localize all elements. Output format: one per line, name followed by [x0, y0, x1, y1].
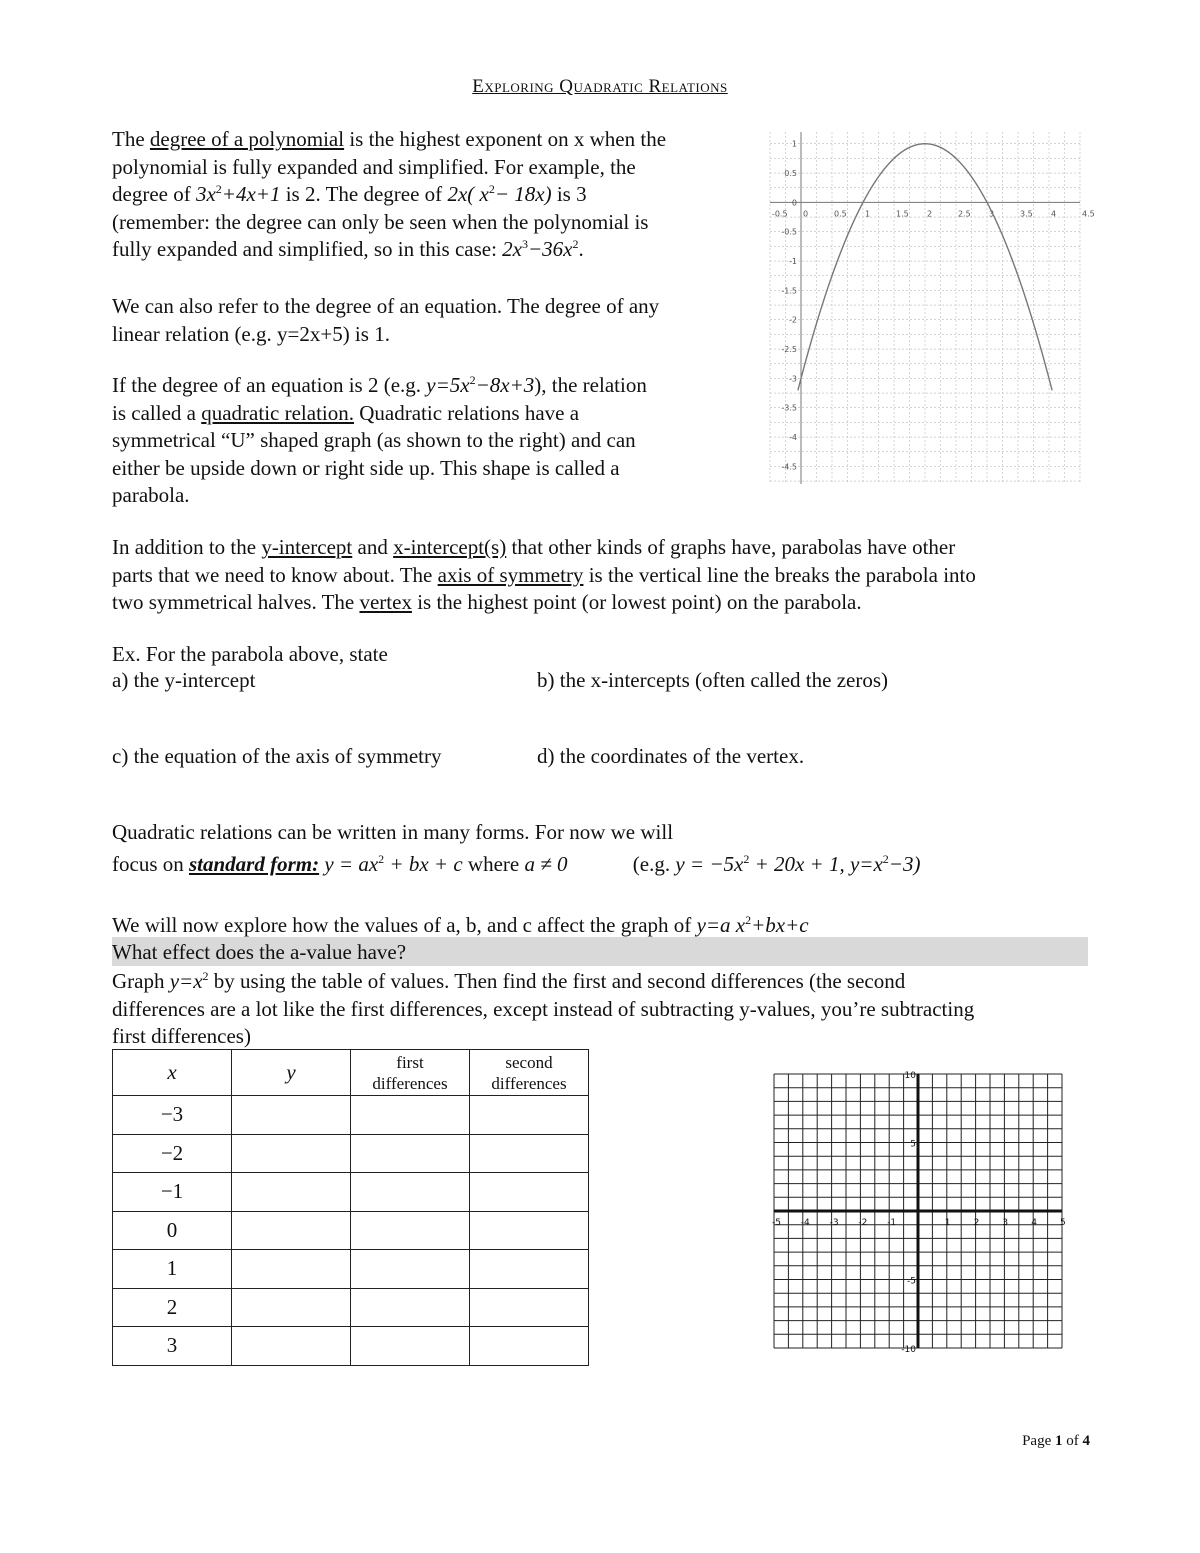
intro-paragraph: The degree of a polynomial is the highest exponent on x when the polynomial is fully expanded and simplified. For example, the degree of $3x^2+4x+1$ is 2. The degree of 2x( $x^2- 18x$) is 3 (remember: the degree can only be seen when the polynomial is fully expanded and simplified, so in this case: $2x^3-36x^2$.	[112, 127, 667, 261]
grid-x-tick-label: 1	[944, 1218, 951, 1228]
blank-graph-grid[interactable]	[770, 1070, 1066, 1355]
y-cell[interactable]	[232, 1250, 351, 1289]
degree-equation-paragraph: We can also refer to the degree of an equation. The degree of any linear relation (e.g. y=2x+5) is 1.	[112, 294, 660, 346]
term-degree-polynomial: degree of a polynomial	[149, 127, 345, 151]
explore-line: We will now explore how the values of a, b, and c affect the graph of y=a $x^2+bx+c$	[112, 913, 809, 937]
grid-x-tick-label: 2	[973, 1218, 980, 1228]
x-cell: 2	[113, 1288, 232, 1327]
y-cell[interactable]	[232, 1096, 351, 1135]
first-diff-cell[interactable]	[351, 1211, 470, 1250]
y-cell[interactable]	[232, 1134, 351, 1173]
second-diff-cell[interactable]	[470, 1096, 589, 1135]
y-cell[interactable]	[232, 1327, 351, 1366]
first-diff-cell[interactable]	[351, 1173, 470, 1212]
x-tick-label: 3	[989, 209, 995, 219]
standard-form-term: standard form:	[189, 851, 320, 876]
y-tick-label: -1.5	[781, 286, 797, 296]
grid-x-tick-label: 4	[1031, 1218, 1037, 1228]
x-tick-label: 0	[803, 209, 809, 219]
y-tick-label: -2.5	[781, 345, 797, 355]
grid-x-tick-label: -1	[887, 1218, 897, 1228]
header-x: x	[113, 1050, 232, 1096]
task-paragraph: Graph $y=x^2$ by using the table of values. Then find the first and second differences (the second differences are a lot like the first differences, except instead of subtracting y-values, you’re subtracting first differences)	[112, 969, 975, 1048]
x-tick-label: 4	[1051, 209, 1057, 219]
first-diff-cell[interactable]	[351, 1288, 470, 1327]
x-cell: 0	[113, 1211, 232, 1250]
grid-y-tick-label: 5	[910, 1139, 916, 1150]
x-tick-label: -0.5	[772, 209, 788, 219]
section-heading: What effect does the a-value have?	[112, 940, 407, 964]
grid-y-tick-label: 10	[904, 1071, 916, 1081]
grid-x-tick-label: 3	[1002, 1218, 1009, 1228]
x-tick-label: 3.5	[1020, 209, 1033, 219]
x-tick-label: 2	[927, 209, 933, 219]
second-diff-cell[interactable]	[470, 1211, 589, 1250]
y-cell[interactable]	[232, 1173, 351, 1212]
grid-y-tick-label: -5	[907, 1276, 916, 1287]
example-part-c: c) the equation of the axis of symmetry	[112, 744, 442, 768]
page-footer: Page 1 of 4	[1022, 1433, 1090, 1449]
x-cell: −1	[113, 1173, 232, 1212]
y-tick-label: -3	[789, 374, 797, 384]
y-tick-label: 0	[791, 198, 797, 208]
y-tick-label: -4	[789, 433, 797, 443]
y-tick-label: 1	[791, 139, 797, 149]
second-diff-cell[interactable]	[470, 1134, 589, 1173]
x-tick-label: 4.5	[1082, 209, 1095, 219]
forms-paragraph: Quadratic relations can be written in many forms. For now we will focus on standard form: $y = ax^2$ + bx + c where a ≠ 0 (e.g. $y = -5x^2 + 20x + 1$, $y=x^2-3$)	[112, 820, 921, 876]
quadratic-relation-paragraph: If the degree of an equation is 2 (e.g. $y=5x^2-8x+3$), the relation is called a quadratic relation. Quadratic relations have a symmetrical “U” shaped graph (as shown to the right) and can either be upside down or right side up. This shape is called a parabola.	[112, 373, 647, 507]
first-diff-cell[interactable]	[351, 1250, 470, 1289]
x-tick-label: 2.5	[958, 209, 971, 219]
grid-y-tick-label: -10	[901, 1345, 916, 1355]
header-y: y	[232, 1050, 351, 1096]
x-cell: −3	[113, 1096, 232, 1135]
y-cell[interactable]	[232, 1288, 351, 1327]
grid-x-tick-label: -4	[800, 1218, 810, 1228]
parabola-graph	[758, 124, 1095, 490]
second-diff-cell[interactable]	[470, 1288, 589, 1327]
table-of-values	[112, 1049, 589, 1366]
grid-x-tick-label: -2	[858, 1218, 868, 1228]
second-diff-cell[interactable]	[470, 1327, 589, 1366]
second-diff-cell[interactable]	[470, 1250, 589, 1289]
y-tick-label: -3.5	[781, 403, 797, 413]
y-tick-label: -2	[789, 315, 797, 325]
example-intro: Ex. For the parabola above, state	[112, 642, 388, 666]
first-diff-cell[interactable]	[351, 1134, 470, 1173]
example-part-a: a) the y-intercept	[112, 668, 256, 692]
grid-x-tick-label: -5	[772, 1218, 781, 1228]
parabola-parts-paragraph: In addition to the y-intercept and x-intercept(s) that other kinds of graphs have, parabolas have other parts that we need to know about. The axis of symmetry is the vertical line the breaks the parabola into two symmetrical halves. The vertex is the highest point (or lowest point) on the parabola.	[112, 535, 976, 614]
y-tick-label: -0.5	[781, 227, 797, 237]
grid-x-tick-label: -3	[829, 1218, 839, 1228]
grid-x-tick-label: 5	[1060, 1218, 1066, 1228]
x-tick-label: 0.5	[834, 209, 847, 219]
y-cell[interactable]	[232, 1211, 351, 1250]
header-second-differences: second differences	[470, 1050, 589, 1096]
x-cell: −2	[113, 1134, 232, 1173]
y-tick-label: -4.5	[781, 462, 797, 472]
first-diff-cell[interactable]	[351, 1096, 470, 1135]
example-part-d: d) the coordinates of the vertex.	[537, 744, 805, 768]
second-diff-cell[interactable]	[470, 1173, 589, 1212]
example-part-b: b) the x-intercepts (often called the zeros)	[537, 668, 889, 692]
x-tick-label: 1	[865, 209, 871, 219]
header-first-differences: first differences	[351, 1050, 470, 1096]
y-tick-label: -1	[789, 257, 797, 267]
page-title: Exploring Quadratic Relations	[472, 76, 728, 97]
x-cell: 1	[113, 1250, 232, 1289]
x-tick-label: 1.5	[896, 209, 909, 219]
first-diff-cell[interactable]	[351, 1327, 470, 1366]
x-cell: 3	[113, 1327, 232, 1366]
y-tick-label: 0.5	[784, 169, 797, 179]
